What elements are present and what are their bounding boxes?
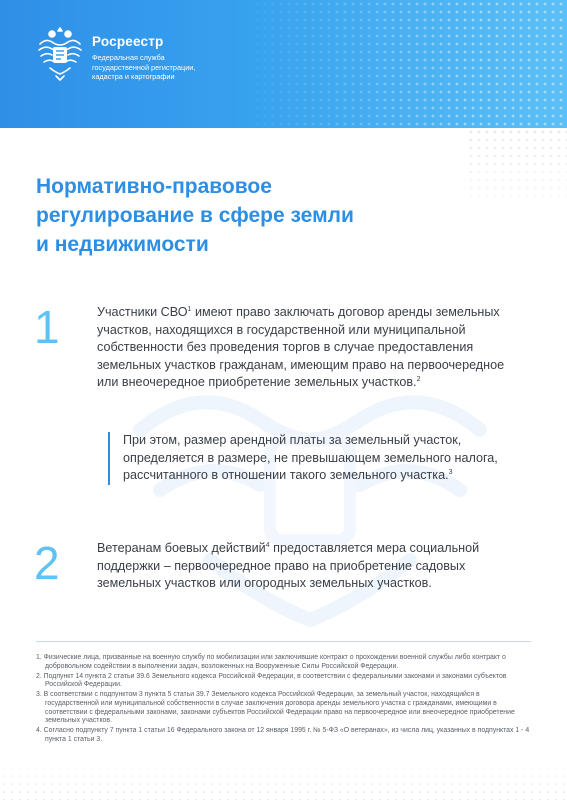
footnote-item: 4. Согласно подпункту 7 пункта 1 статьи 16 Федерального закона от 12 января 1995 г. № 5-ФЗ «О ветеранах», из числа лиц, указанных в подпунктах 1 - 4 пункта 1 статьи 3. [36, 727, 530, 743]
page-title-line: регулирование в сфере земли [36, 204, 354, 227]
item-text-part: предоставляется мера социальной поддержки – первоочередное право на приобретение садовых земельных участков или огородных земельных участков. [97, 541, 480, 591]
footnote-ref: 4 [265, 541, 270, 549]
item-number: 2 [34, 537, 60, 589]
footnote-ref: 2 [416, 376, 421, 384]
brand-subtitle-line: кадастра и картографии [92, 72, 175, 81]
bottom-dot-pattern [0, 764, 567, 800]
footnote-item: 3. В соответствии с подпунктом 3 пункта 5 статьи 39.7 Земельного кодекса Российской Федерации, за земельный участок, находящийся в государственной или муниципальной собственности в случае заключения договора аренды земельного участка с гражданами, имеющими в соответствии с федеральными законами, законами субъектов Российской Федерации право на первоочередное или внеочередное приобретение земельных участков. [36, 691, 515, 725]
page-title-line: и недвижимости [36, 233, 209, 256]
item-text [97, 304, 509, 392]
item-number: 1 [34, 301, 60, 353]
footnote-ref: 3 [448, 469, 453, 476]
footnote-ref: 1 [187, 305, 192, 313]
header-banner [0, 0, 567, 128]
brand-subtitle-line: государственной регистрации, [92, 62, 196, 72]
item-text-part: имеют право заключать договор аренды земельных участков, находящихся в государственной или муниципальной собственности без проведения торгов в случае предоставления земельных участков гражданам, имеющим право на первоочередное или внеочередное приобретение земельных участков. [97, 305, 505, 390]
footnote-item: 2. Подпункт 14 пункта 2 статьи 39.6 Земельного кодекса Российской Федерации, в соответствии с федеральными законами и законами субъектов Российской Федерации. [36, 672, 507, 689]
brand-name: Росреестр [92, 34, 164, 49]
item-text-part: Ветеранам боевых действий [97, 541, 266, 555]
brand-subtitle [92, 53, 252, 82]
page-title [36, 172, 456, 259]
brand-block [92, 34, 252, 82]
side-dot-pattern [467, 128, 567, 218]
emblem-watermark-icon [120, 370, 500, 640]
footnote-list [36, 654, 531, 746]
brand-subtitle-line: Федеральная служба [92, 53, 165, 62]
page-title-line: Нормативно-правовое [36, 175, 272, 198]
item-text-part: Участники СВО [97, 305, 188, 319]
header-dot-pattern [237, 0, 567, 128]
quote-block [108, 432, 503, 485]
rosreestr-emblem-icon [36, 24, 84, 84]
footnote-divider [36, 641, 531, 642]
quote-text: При этом, размер арендной платы за земельный участок, определяется в размере, не превышающем земельного налога, рассчитанного в отношении такого земельного участка. [123, 433, 498, 483]
footnote-item: 1. Физические лица, призванные на военную службу по мобилизации или заключившие контракт о прохождении военной службы либо контракт о добровольном содействии в выполнении задач, возложенных на Вооруженные Силы Российской Федерации. [36, 654, 506, 670]
item-text [97, 540, 529, 593]
